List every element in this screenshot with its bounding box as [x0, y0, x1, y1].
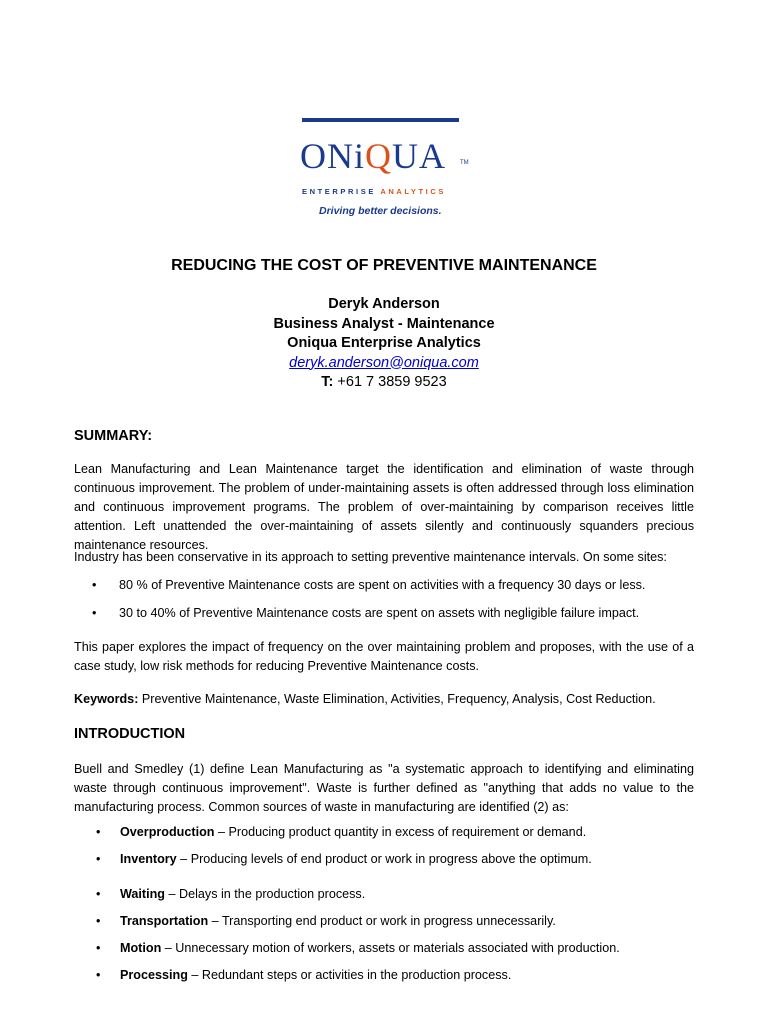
logo-wordmark: ONiQUA	[300, 136, 446, 176]
introduction-paragraph-1: Buell and Smedley (1) define Lean Manufacturing as "a systematic approach to identifying and eliminating waste through continuous improvement". Waste is further defined as "anything that adds no value to the manufacturing process. Common sources of waste in manufacturing are identified (2) as:	[74, 762, 694, 814]
author-organization: Oniqua Enterprise Analytics	[287, 335, 481, 351]
logo-top-bar	[302, 118, 459, 122]
list-item: • 80 % of Preventive Maintenance costs are spent on activities with a frequency 30 days or less.	[92, 578, 646, 592]
summary-heading: SUMMARY:	[74, 428, 153, 444]
author-name: Deryk Anderson	[328, 296, 440, 312]
document-title: REDUCING THE COST OF PREVENTIVE MAINTENANCE	[171, 257, 597, 274]
oniqua-logo	[300, 118, 470, 228]
author-role: Business Analyst - Maintenance	[273, 315, 495, 332]
keywords-line: Keywords: Preventive Maintenance, Waste Elimination, Activities, Frequency, Analysis, Cost Reduction.	[74, 692, 656, 706]
author-phone: T: +61 7 3859 9523	[321, 374, 447, 390]
summary-paragraph-2: Industry has been conservative in its approach to setting preventive maintenance intervals. On some sites:	[74, 550, 667, 564]
list-item: • Transportation – Transporting end product or work in progress unnecessarily.	[96, 914, 556, 928]
list-item: • 30 to 40% of Preventive Maintenance costs are spent on assets with negligible failure impact.	[92, 606, 640, 620]
author-email-link[interactable]: deryk.anderson@oniqua.com	[289, 354, 479, 371]
list-item: • Overproduction – Producing product quantity in excess of requirement or demand.	[96, 825, 587, 839]
logo-subtitle: ENTERPRISE ANALYTICS	[302, 187, 446, 196]
introduction-heading: INTRODUCTION	[74, 726, 186, 742]
list-item: • Inventory – Producing levels of end product or work in progress above the optimum.	[96, 852, 592, 866]
list-item: • Motion – Unnecessary motion of workers, assets or materials associated with production.	[96, 941, 620, 955]
logo-trademark: TM	[460, 160, 469, 166]
author-block	[0, 295, 768, 393]
summary-paragraph-3: This paper explores the impact of frequency on the over maintaining problem and proposes, with the use of a case study, low risk methods for reducing Preventive Maintenance costs.	[74, 640, 694, 673]
list-item: • Waiting – Delays in the production process.	[96, 887, 366, 901]
list-item: • Processing – Redundant steps or activities in the production process.	[96, 968, 512, 982]
summary-paragraph-1: Lean Manufacturing and Lean Maintenance target the identification and elimination of waste through continuous improvement. The problem of under-maintaining assets is often addressed through loss elimination and continuous improvement programs. The problem of over-maintaining by comparison receives little attention. Left unattended the over-maintaining of assets silently and continuously squanders precious maintenance resources.	[74, 462, 694, 552]
logo-tagline: Driving better decisions.	[319, 205, 442, 217]
